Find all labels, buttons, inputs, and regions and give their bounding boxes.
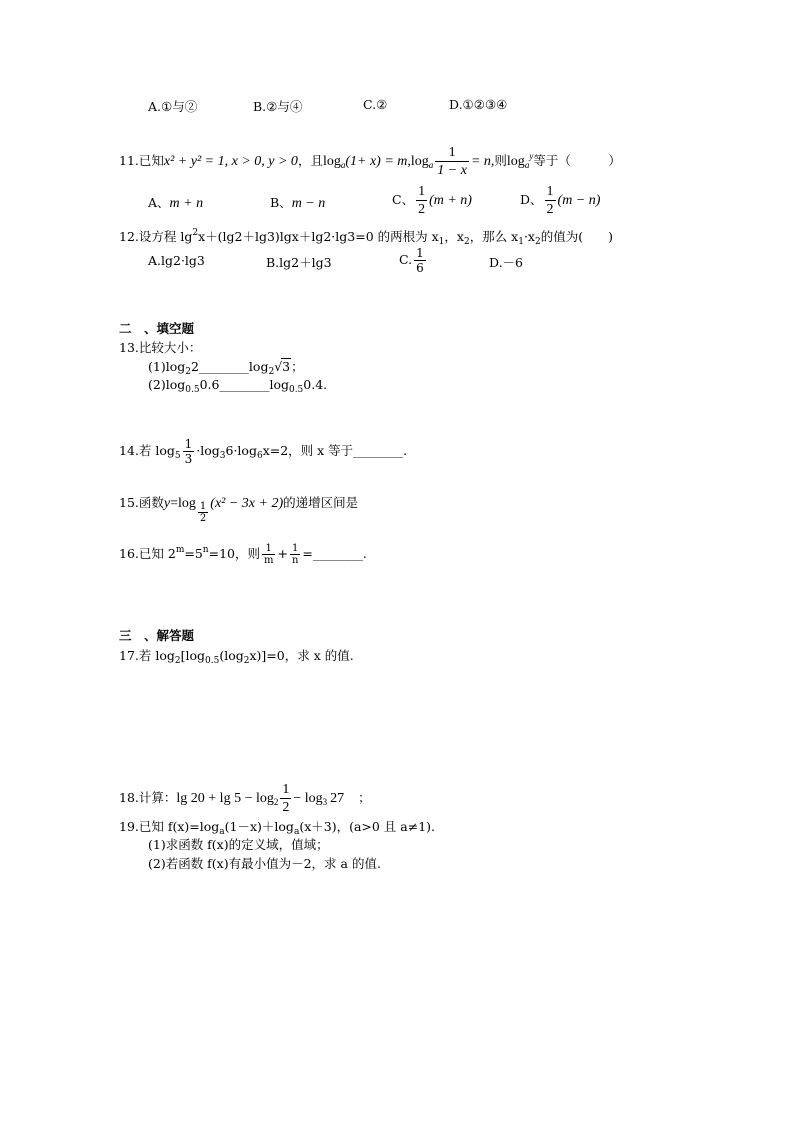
section-2-title: 二 、填空题: [119, 321, 195, 336]
q18-frac-num: 1: [282, 782, 290, 797]
q12-text-e: ·x: [523, 229, 535, 244]
q13-p1-b: 2________log: [190, 359, 269, 374]
q11-option-b: [270, 193, 325, 212]
q19-sub1: a: [219, 827, 225, 837]
q11-option-c: [392, 181, 472, 220]
q18-sub: 2: [273, 797, 279, 807]
q11-eq-n: = n,: [470, 154, 495, 169]
q13-p2-b: 0.6________log: [199, 377, 289, 392]
q11-mid: ，且: [297, 153, 323, 168]
q16-c: =10，则: [208, 546, 260, 561]
q17-sub3: 2: [243, 656, 250, 666]
q16-frac-2: [290, 543, 300, 566]
sqrt-symbol: √: [274, 359, 283, 374]
q12-option-c-den: 6: [416, 261, 424, 275]
q11-option-d-den: 2: [546, 202, 554, 217]
question-18: [119, 779, 371, 821]
q18-tail: ；: [358, 790, 371, 805]
q11-then: 则: [494, 153, 507, 168]
q16-frac2-den: n: [291, 555, 299, 566]
q17-a: 17.若 log: [119, 648, 175, 663]
q11-option-d-frac: [545, 183, 556, 218]
q11-option-d-num: 1: [546, 184, 554, 199]
question-14: [119, 432, 407, 475]
question-11: [119, 139, 621, 182]
q10-option-a: A.①与②: [148, 99, 198, 114]
q11-log1: log: [322, 154, 341, 169]
q16-plus: +: [277, 546, 288, 561]
q11-base3: a: [524, 160, 530, 170]
q12-option-c-num: 1: [416, 246, 424, 260]
q17-b: [log: [180, 648, 206, 663]
section-3-title: 三 、解答题: [119, 628, 195, 643]
q13-p1-end: ；: [291, 359, 304, 374]
q12-text-c: ，x: [444, 229, 464, 244]
q19-b: (1－x)＋log: [224, 819, 294, 834]
q12-text-f: 的值为( ): [540, 229, 613, 244]
q11-number: 11.已知: [119, 153, 164, 168]
q18-expr2: − log: [293, 791, 323, 806]
q11-option-d-expr: (m − n): [557, 193, 601, 208]
q11-option-c-expr: (m + n): [429, 193, 472, 208]
q12-sub-2: 2: [463, 237, 470, 247]
q11-log3: log: [506, 154, 525, 169]
q15-base-frac: [198, 501, 208, 524]
q11-frac-num: 1: [448, 145, 456, 160]
q18-sub2: 3: [322, 797, 328, 807]
q16-frac1-num: 1: [265, 543, 272, 554]
q14-sub6: 3: [219, 451, 226, 461]
q15-eq: =log: [170, 496, 196, 511]
q13-p2-a: (2)log: [148, 377, 186, 392]
q13-p2-sub: 0.5: [185, 385, 200, 395]
q12-option-c-frac: [414, 246, 426, 275]
q10-option-b: B.②与④: [253, 99, 303, 114]
q11-fraction: [435, 144, 469, 179]
question-12: [119, 225, 613, 250]
q19-sub2: a: [293, 827, 300, 837]
q12-text-b: x＋(lg2＋lg3)lgx＋lg2·lg3=0 的两根为 x: [198, 229, 439, 244]
q13-p1-sqrt: 3: [282, 359, 291, 374]
q13-part-2: [148, 377, 327, 398]
q12-option-b: B.lg2＋lg3: [266, 255, 332, 270]
q16-tail: =________.: [302, 546, 367, 561]
q11-option-c-den: 2: [418, 202, 426, 217]
question-15: [119, 490, 358, 524]
question-17: [119, 648, 354, 669]
q14-d: x=2，则 x 等于________.: [262, 443, 408, 458]
q11-option-c-num: 1: [418, 184, 426, 199]
q14-sub7: 6: [256, 451, 263, 461]
q16-b: =5: [184, 546, 203, 561]
q14-frac: [183, 437, 195, 466]
q11-option-d: [520, 181, 600, 220]
q16-sup-m: m: [175, 545, 185, 555]
q17-d: x)]=0，求 x 的值.: [249, 648, 354, 663]
q12-text-a: 12.设方程 lg: [119, 229, 193, 244]
q15-base-den: 2: [199, 513, 207, 524]
q11-option-a-expr: m + n: [169, 196, 204, 211]
q11-option-d-label: D、: [520, 192, 543, 207]
q12-sub-4: 2: [534, 237, 541, 247]
q17-c: (log: [219, 648, 244, 663]
q18-frac: [280, 781, 291, 816]
q12-option-c-label: C.: [399, 252, 413, 267]
q11-option-a: [148, 193, 203, 212]
q16-frac-1: [262, 543, 275, 566]
q17-sub2: 0.5: [205, 656, 220, 666]
q18-frac-den: 2: [282, 800, 290, 815]
q11-arg3: y: [529, 151, 534, 161]
q10-option-d: D.①②③④: [449, 97, 508, 112]
q11-frac-den: 1 − x: [437, 163, 467, 178]
q10-option-c: C.②: [363, 97, 388, 112]
q12-option-c: [399, 243, 428, 277]
q11-option-b-expr: m − n: [291, 196, 326, 211]
q17-sub1: 2: [174, 656, 181, 666]
q14-sub5: 5: [174, 451, 181, 461]
q11-base1: a: [340, 160, 346, 170]
q14-frac-den: 3: [184, 452, 193, 466]
q15-tail: 的递增区间是: [283, 495, 359, 510]
q11-base2: a: [428, 160, 434, 170]
q12-sub-1: 1: [438, 237, 445, 247]
q13-p2-c: 0.4.: [303, 377, 328, 392]
q12-text-d: ，那么 x: [469, 229, 519, 244]
q11-arg1: (1+ x) = m,: [345, 154, 411, 169]
q15-base-num: 1: [199, 501, 207, 512]
q15-a: 15.函数: [119, 495, 164, 510]
q16-a: 16.已知 2: [119, 546, 176, 561]
q19-c: (x＋3)，(a>0 且 a≠1).: [299, 819, 435, 834]
q13-title: 13.比较大小：: [119, 340, 202, 355]
q11-option-a-label: A、: [148, 195, 170, 210]
q15-arg: (x² − 3x + 2): [210, 496, 284, 511]
q19-a: 19.已知 f(x)=log: [119, 819, 220, 834]
q12-sup-2: 2: [192, 228, 199, 238]
q12-option-a: A.lg2·lg3: [148, 253, 205, 268]
q13-p1-sub2: 2: [268, 367, 275, 377]
q12-option-d: D.－6: [489, 255, 524, 270]
q11-option-c-label: C、: [392, 192, 415, 207]
q13-p1-sub: 2: [185, 367, 191, 377]
q15-y: y: [163, 496, 171, 511]
q11-option-c-frac: [416, 183, 427, 218]
q13-p2-sub2: 0.5: [288, 385, 304, 395]
q11-condition: x² + y² = 1, x > 0, y > 0: [163, 154, 298, 169]
q13-p1-a: (1)log: [148, 359, 186, 374]
q16-sup-n: n: [202, 545, 209, 555]
q14-frac-num: 1: [184, 437, 193, 451]
q19-part-2: (2)若函数 f(x)有最小值为－2，求 a 的值.: [148, 856, 381, 871]
q11-log2: log: [410, 154, 429, 169]
q19-part-1: (1)求函数 f(x)的定义域，值域；: [148, 837, 329, 852]
q18-a: 18.计算：: [119, 790, 177, 805]
q16-frac1-den: m: [263, 555, 274, 566]
q12-sub-3: 1: [518, 237, 524, 247]
q11-option-b-label: B、: [270, 195, 292, 210]
q18-expr1: lg 20 + lg 5 − log: [176, 791, 274, 806]
q16-frac2-num: 1: [291, 543, 299, 554]
q11-tail: 等于（ ）: [533, 153, 621, 168]
q18-expr3: 27: [330, 791, 345, 806]
q14-b: ·log: [196, 443, 220, 458]
q14-c: 6·log: [225, 443, 257, 458]
question-16: [119, 534, 367, 570]
q14-a: 14.若 log: [119, 443, 175, 458]
